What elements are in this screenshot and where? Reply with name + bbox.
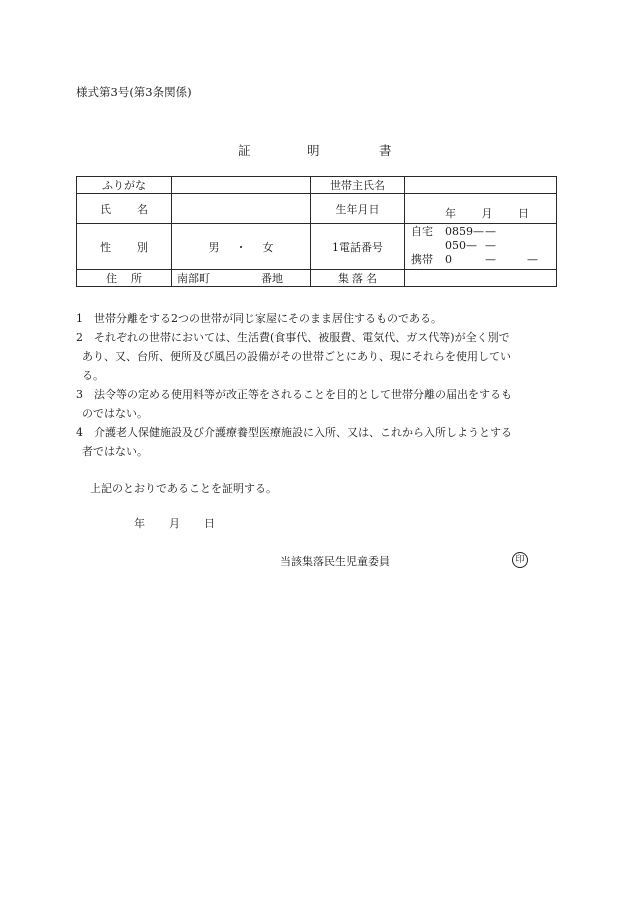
- name-label: [77, 194, 172, 224]
- signer-title: 当該集落民生児童委員: [280, 555, 390, 568]
- householder-label: 世帯主氏名: [311, 177, 405, 194]
- date-year-label: 年: [134, 517, 145, 530]
- date-day-label: 日: [204, 517, 215, 530]
- table-row: [77, 270, 557, 287]
- birth-month-label: 月: [481, 207, 493, 220]
- gender-field[interactable]: [172, 224, 311, 270]
- gender-male-option[interactable]: 男: [208, 240, 220, 254]
- condition-text: それぞれの世帯においては、生活費(食事代、被服費、電気代、ガス代等)が全く別で: [94, 331, 510, 344]
- condition-text-cont: あり、又、台所、便所及び風呂の設備がその世帯ごとにあり、現にそれらを使用してい: [82, 350, 511, 363]
- condition-text-cont: 者ではない。: [82, 445, 148, 458]
- gender-separator: ・: [235, 240, 247, 254]
- condition-text-cont: る。: [82, 369, 104, 382]
- name-label-char: 氏: [100, 202, 111, 216]
- address-town: 南部町: [177, 272, 210, 285]
- condition-number: 4: [76, 426, 83, 439]
- community-field[interactable]: [405, 270, 557, 287]
- conditions-list: [76, 309, 562, 461]
- community-label-char: 落: [352, 272, 363, 285]
- phone-dash: —: [527, 253, 538, 266]
- phone-prefix: 0859—: [445, 225, 484, 238]
- phone-row-home: [411, 225, 552, 239]
- title-char-2: 明: [307, 143, 320, 158]
- phone-dash: —: [485, 225, 496, 238]
- seal-icon: 印: [512, 552, 528, 568]
- condition-text-cont: のではない。: [82, 407, 148, 420]
- phone-row-mobile: [411, 253, 552, 267]
- condition-item: [76, 385, 562, 423]
- certification-date[interactable]: [134, 515, 215, 531]
- address-label-char: 所: [131, 272, 142, 285]
- condition-item: [76, 309, 562, 328]
- gender-label-char: 別: [137, 240, 148, 254]
- community-label-char: 集: [338, 272, 349, 285]
- date-month-label: 月: [169, 517, 180, 530]
- phone-dash: —: [485, 253, 496, 266]
- form-number: 様式第3号(第3条関係): [76, 85, 192, 99]
- certify-statement: 上記のとおりであることを証明する。: [90, 482, 277, 495]
- table-row: [77, 177, 557, 194]
- condition-text: 法令等の定める使用料等が改正等をされることを目的として世帯分離の届出をするも: [94, 388, 512, 401]
- address-field[interactable]: [172, 270, 311, 287]
- condition-text: 世帯分離をする2つの世帯が同じ家屋にそのまま居住するものである。: [94, 312, 442, 325]
- phone-type: 自宅: [411, 225, 433, 238]
- condition-item: [76, 328, 562, 385]
- birthdate-label: 生年月日: [311, 194, 405, 224]
- gender-label-char: 性: [100, 240, 111, 254]
- phone-prefix: 0: [445, 253, 452, 266]
- condition-number: 3: [76, 388, 83, 401]
- condition-number: 2: [76, 331, 83, 344]
- title-char-1: 証: [238, 143, 251, 158]
- condition-item: [76, 423, 562, 461]
- birthdate-field[interactable]: [405, 194, 557, 224]
- householder-field[interactable]: [405, 177, 557, 194]
- furigana-label: ふりがな: [77, 177, 172, 194]
- table-row: [77, 224, 557, 270]
- name-field[interactable]: [172, 194, 311, 224]
- furigana-field[interactable]: [172, 177, 311, 194]
- condition-text: 介護老人保健施設及び介護療養型医療施設に入所、又は、これから入所しようとする: [94, 426, 512, 439]
- phone-dash: —: [485, 239, 496, 252]
- title-char-3: 書: [379, 143, 392, 158]
- phone-type: [411, 239, 445, 253]
- phone-prefix: 050—: [445, 239, 477, 252]
- birth-day-label: 日: [518, 207, 529, 220]
- phone-dash: [527, 225, 547, 239]
- name-label-char: 名: [137, 202, 148, 216]
- phone-row-ip: [411, 239, 552, 253]
- phone-type: 携帯: [411, 253, 433, 266]
- applicant-info-table: [76, 176, 557, 287]
- address-suffix: 番地: [261, 272, 283, 285]
- address-label: [77, 270, 172, 287]
- gender-label: [77, 224, 172, 270]
- gender-female-option[interactable]: 女: [262, 240, 274, 254]
- birth-year-label: 年: [445, 207, 456, 220]
- condition-number: 1: [76, 312, 83, 325]
- community-label: [311, 270, 405, 287]
- community-label-char: 名: [366, 272, 377, 285]
- phone-label: 1電話番号: [311, 224, 405, 270]
- address-label-char: 住: [106, 272, 117, 285]
- table-row: [77, 194, 557, 224]
- phone-dash: [527, 239, 547, 253]
- phone-field[interactable]: [405, 224, 557, 270]
